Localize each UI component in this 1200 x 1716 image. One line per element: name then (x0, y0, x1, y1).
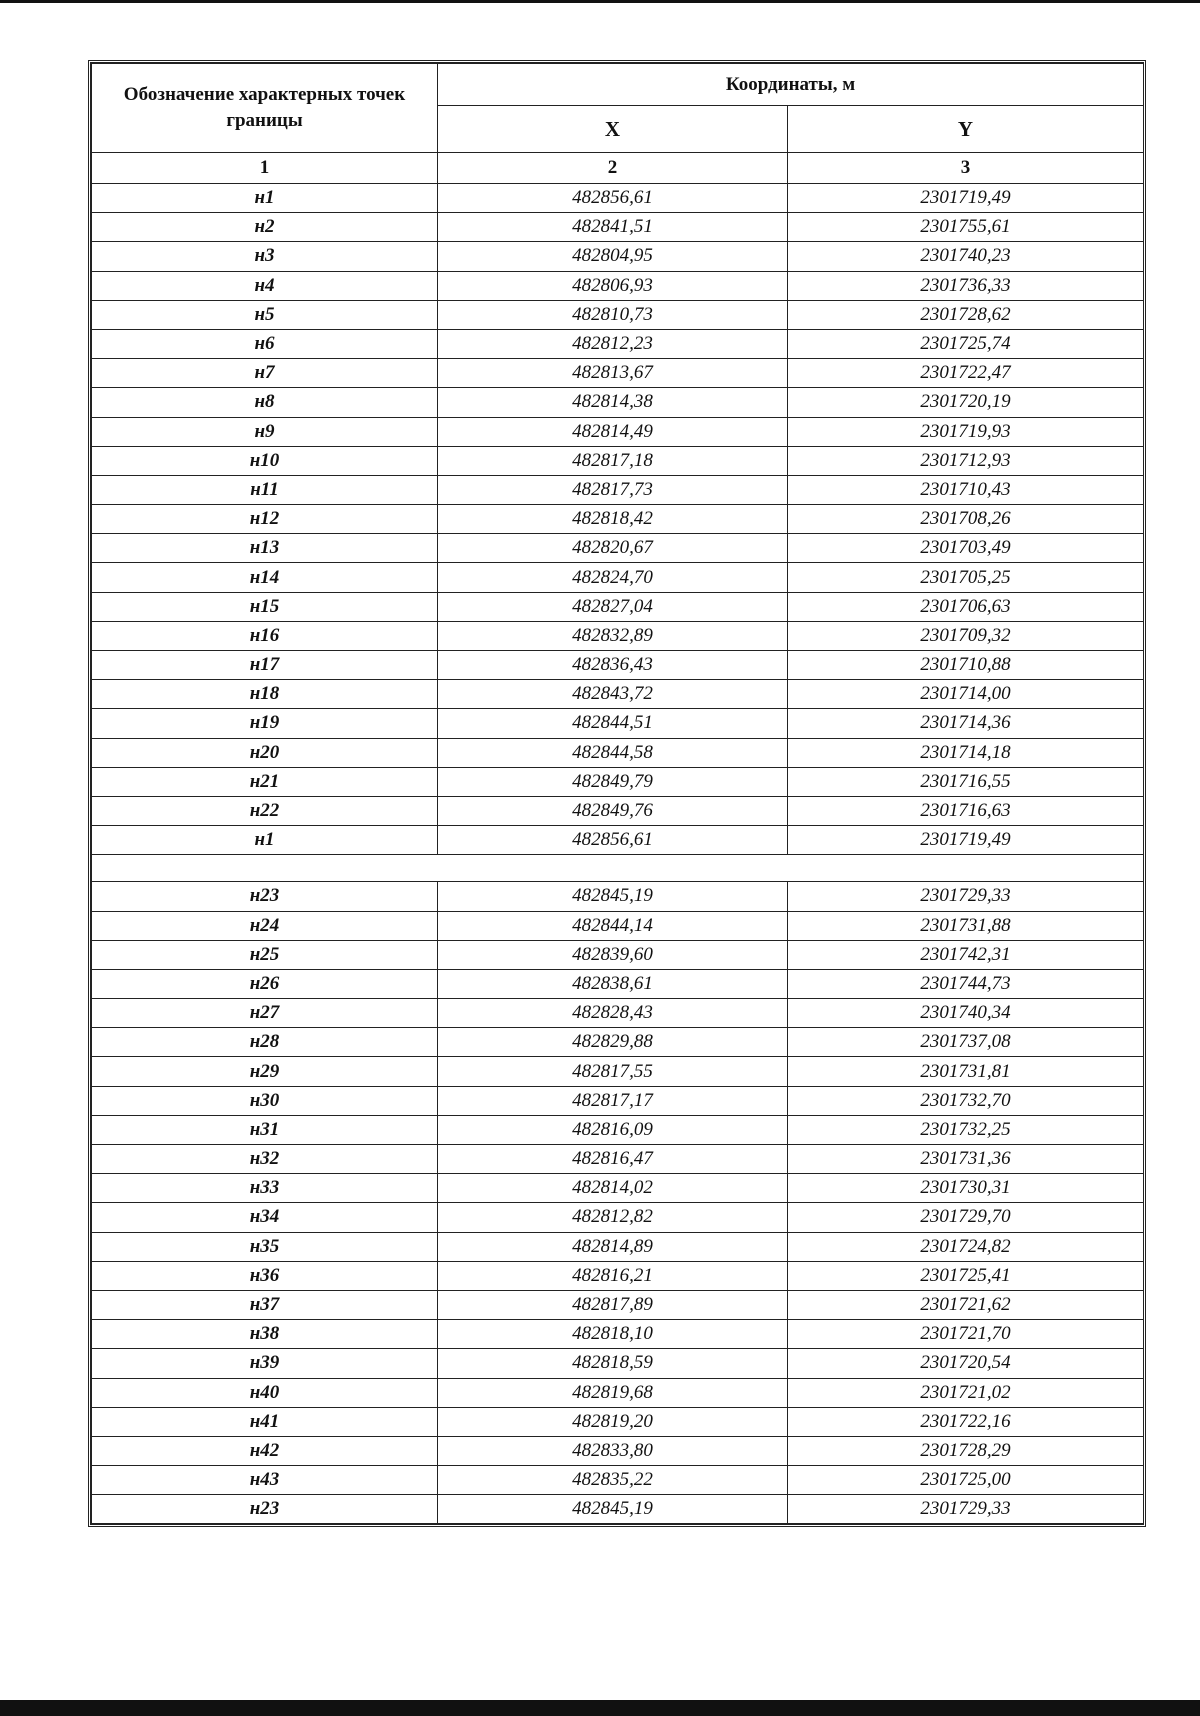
table-row (92, 271, 1144, 300)
y-cell: 2301729,70 (788, 1203, 1144, 1232)
x-cell: 482844,58 (438, 738, 788, 767)
column-number-2: 2 (438, 153, 788, 184)
table-row (92, 1057, 1144, 1086)
x-cell: 482844,14 (438, 911, 788, 940)
coordinates-table (91, 63, 1144, 1524)
table-row (92, 505, 1144, 534)
y-cell: 2301725,41 (788, 1261, 1144, 1290)
x-cell: 482813,67 (438, 359, 788, 388)
coordinates-header: Координаты, м (438, 64, 1144, 106)
y-cell: 2301731,36 (788, 1145, 1144, 1174)
point-cell: н42 (92, 1436, 438, 1465)
y-cell: 2301736,33 (788, 271, 1144, 300)
x-cell: 482819,20 (438, 1407, 788, 1436)
table-row (92, 680, 1144, 709)
point-cell: н26 (92, 969, 438, 998)
point-cell: н23 (92, 1495, 438, 1524)
x-cell: 482828,43 (438, 999, 788, 1028)
point-cell: н28 (92, 1028, 438, 1057)
scan-top-edge (0, 0, 1200, 3)
x-cell: 482817,17 (438, 1086, 788, 1115)
x-cell: 482816,47 (438, 1145, 788, 1174)
x-cell: 482819,68 (438, 1378, 788, 1407)
table-row (92, 417, 1144, 446)
x-cell: 482843,72 (438, 680, 788, 709)
table-row (92, 300, 1144, 329)
x-cell: 482845,19 (438, 882, 788, 911)
x-cell: 482820,67 (438, 534, 788, 563)
table-row (92, 1145, 1144, 1174)
point-cell: н1 (92, 826, 438, 855)
x-cell: 482817,73 (438, 475, 788, 504)
x-cell: 482829,88 (438, 1028, 788, 1057)
x-cell: 482849,79 (438, 767, 788, 796)
y-cell: 2301728,62 (788, 300, 1144, 329)
y-cell: 2301725,00 (788, 1466, 1144, 1495)
point-cell: н16 (92, 621, 438, 650)
point-column-header: Обозначение характерных точек границы (92, 64, 438, 153)
y-cell: 2301710,88 (788, 651, 1144, 680)
table-row (92, 969, 1144, 998)
table-row (92, 1378, 1144, 1407)
point-cell: н24 (92, 911, 438, 940)
y-column-header: Y (788, 106, 1144, 153)
y-cell: 2301720,19 (788, 388, 1144, 417)
x-cell: 482818,42 (438, 505, 788, 534)
x-cell: 482856,61 (438, 826, 788, 855)
table-row (92, 329, 1144, 358)
point-cell: н7 (92, 359, 438, 388)
x-cell: 482818,59 (438, 1349, 788, 1378)
point-cell: н4 (92, 271, 438, 300)
y-cell: 2301730,31 (788, 1174, 1144, 1203)
table-row (92, 1466, 1144, 1495)
table-row (92, 826, 1144, 855)
table-row (92, 563, 1144, 592)
y-cell: 2301732,25 (788, 1115, 1144, 1144)
point-cell: н35 (92, 1232, 438, 1261)
point-cell: н25 (92, 940, 438, 969)
point-cell: н6 (92, 329, 438, 358)
scan-bottom-edge (0, 1700, 1200, 1716)
y-cell: 2301724,82 (788, 1232, 1144, 1261)
point-cell: н23 (92, 882, 438, 911)
point-cell: н41 (92, 1407, 438, 1436)
y-cell: 2301710,43 (788, 475, 1144, 504)
x-cell: 482817,55 (438, 1057, 788, 1086)
table-row (92, 359, 1144, 388)
point-cell: н8 (92, 388, 438, 417)
x-cell: 482814,89 (438, 1232, 788, 1261)
table-row (92, 1349, 1144, 1378)
table-row (92, 651, 1144, 680)
table-row (92, 1086, 1144, 1115)
table-row (92, 1407, 1144, 1436)
x-cell: 482832,89 (438, 621, 788, 650)
x-cell: 482804,95 (438, 242, 788, 271)
coordinates-body (92, 184, 1144, 1524)
y-cell: 2301721,02 (788, 1378, 1144, 1407)
x-cell: 482849,76 (438, 796, 788, 825)
y-cell: 2301729,33 (788, 882, 1144, 911)
y-cell: 2301720,54 (788, 1349, 1144, 1378)
coordinates-table-frame (88, 60, 1146, 1527)
point-cell: н32 (92, 1145, 438, 1174)
x-cell: 482838,61 (438, 969, 788, 998)
point-cell: н38 (92, 1320, 438, 1349)
y-cell: 2301731,88 (788, 911, 1144, 940)
y-cell: 2301740,34 (788, 999, 1144, 1028)
y-cell: 2301712,93 (788, 446, 1144, 475)
x-cell: 482835,22 (438, 1466, 788, 1495)
table-row (92, 1290, 1144, 1319)
point-cell: н1 (92, 184, 438, 213)
point-cell: н29 (92, 1057, 438, 1086)
table-row (92, 1261, 1144, 1290)
table-row (92, 1436, 1144, 1465)
point-cell: н37 (92, 1290, 438, 1319)
y-cell: 2301742,31 (788, 940, 1144, 969)
x-cell: 482836,43 (438, 651, 788, 680)
y-cell: 2301722,47 (788, 359, 1144, 388)
section-separator-row (92, 855, 1144, 882)
point-cell: н5 (92, 300, 438, 329)
table-row (92, 882, 1144, 911)
table-row (92, 534, 1144, 563)
point-cell: н2 (92, 213, 438, 242)
x-cell: 482839,60 (438, 940, 788, 969)
separator-cell (92, 855, 1144, 882)
x-cell: 482814,02 (438, 1174, 788, 1203)
table-row (92, 592, 1144, 621)
y-cell: 2301714,18 (788, 738, 1144, 767)
point-cell: н11 (92, 475, 438, 504)
y-cell: 2301728,29 (788, 1436, 1144, 1465)
x-cell: 482812,23 (438, 329, 788, 358)
y-cell: 2301725,74 (788, 329, 1144, 358)
point-cell: н36 (92, 1261, 438, 1290)
point-cell: н33 (92, 1174, 438, 1203)
table-row (92, 1115, 1144, 1144)
table-row (92, 621, 1144, 650)
table-row (92, 796, 1144, 825)
point-cell: н22 (92, 796, 438, 825)
y-cell: 2301731,81 (788, 1057, 1144, 1086)
y-cell: 2301721,70 (788, 1320, 1144, 1349)
table-row (92, 475, 1144, 504)
table-row (92, 388, 1144, 417)
x-cell: 482814,49 (438, 417, 788, 446)
x-cell: 482816,21 (438, 1261, 788, 1290)
table-row (92, 1203, 1144, 1232)
x-cell: 482841,51 (438, 213, 788, 242)
point-cell: н31 (92, 1115, 438, 1144)
y-cell: 2301714,00 (788, 680, 1144, 709)
table-row (92, 213, 1144, 242)
table-row (92, 1028, 1144, 1057)
y-cell: 2301703,49 (788, 534, 1144, 563)
point-cell: н9 (92, 417, 438, 446)
y-cell: 2301755,61 (788, 213, 1144, 242)
table-row (92, 738, 1144, 767)
x-cell: 482818,10 (438, 1320, 788, 1349)
point-cell: н10 (92, 446, 438, 475)
point-cell: н20 (92, 738, 438, 767)
x-cell: 482844,51 (438, 709, 788, 738)
x-cell: 482812,82 (438, 1203, 788, 1232)
table-row (92, 184, 1144, 213)
y-cell: 2301744,73 (788, 969, 1144, 998)
y-cell: 2301705,25 (788, 563, 1144, 592)
x-cell: 482833,80 (438, 1436, 788, 1465)
point-cell: н15 (92, 592, 438, 621)
table-row (92, 940, 1144, 969)
x-cell: 482827,04 (438, 592, 788, 621)
y-cell: 2301706,63 (788, 592, 1144, 621)
point-cell: н12 (92, 505, 438, 534)
y-cell: 2301721,62 (788, 1290, 1144, 1319)
x-cell: 482845,19 (438, 1495, 788, 1524)
y-cell: 2301708,26 (788, 505, 1144, 534)
y-cell: 2301714,36 (788, 709, 1144, 738)
point-cell: н18 (92, 680, 438, 709)
point-cell: н14 (92, 563, 438, 592)
table-row (92, 1320, 1144, 1349)
x-cell: 482817,89 (438, 1290, 788, 1319)
point-cell: н43 (92, 1466, 438, 1495)
table-row (92, 911, 1144, 940)
point-cell: н17 (92, 651, 438, 680)
x-cell: 482806,93 (438, 271, 788, 300)
y-cell: 2301709,32 (788, 621, 1144, 650)
point-cell: н40 (92, 1378, 438, 1407)
point-cell: н27 (92, 999, 438, 1028)
y-cell: 2301737,08 (788, 1028, 1144, 1057)
y-cell: 2301719,49 (788, 184, 1144, 213)
x-column-header: X (438, 106, 788, 153)
column-number-3: 3 (788, 153, 1144, 184)
x-cell: 482824,70 (438, 563, 788, 592)
y-cell: 2301732,70 (788, 1086, 1144, 1115)
point-cell: н34 (92, 1203, 438, 1232)
table-row (92, 1232, 1144, 1261)
point-cell: н21 (92, 767, 438, 796)
table-row (92, 1495, 1144, 1524)
column-number-1: 1 (92, 153, 438, 184)
table-row (92, 709, 1144, 738)
y-cell: 2301719,93 (788, 417, 1144, 446)
y-cell: 2301716,55 (788, 767, 1144, 796)
x-cell: 482810,73 (438, 300, 788, 329)
point-cell: н19 (92, 709, 438, 738)
x-cell: 482856,61 (438, 184, 788, 213)
y-cell: 2301719,49 (788, 826, 1144, 855)
point-cell: н13 (92, 534, 438, 563)
point-cell: н30 (92, 1086, 438, 1115)
point-cell: н3 (92, 242, 438, 271)
y-cell: 2301716,63 (788, 796, 1144, 825)
point-cell: н39 (92, 1349, 438, 1378)
table-row (92, 1174, 1144, 1203)
x-cell: 482814,38 (438, 388, 788, 417)
y-cell: 2301722,16 (788, 1407, 1144, 1436)
y-cell: 2301740,23 (788, 242, 1144, 271)
table-row (92, 767, 1144, 796)
y-cell: 2301729,33 (788, 1495, 1144, 1524)
x-cell: 482817,18 (438, 446, 788, 475)
table-row (92, 999, 1144, 1028)
x-cell: 482816,09 (438, 1115, 788, 1144)
table-row (92, 242, 1144, 271)
table-row (92, 446, 1144, 475)
